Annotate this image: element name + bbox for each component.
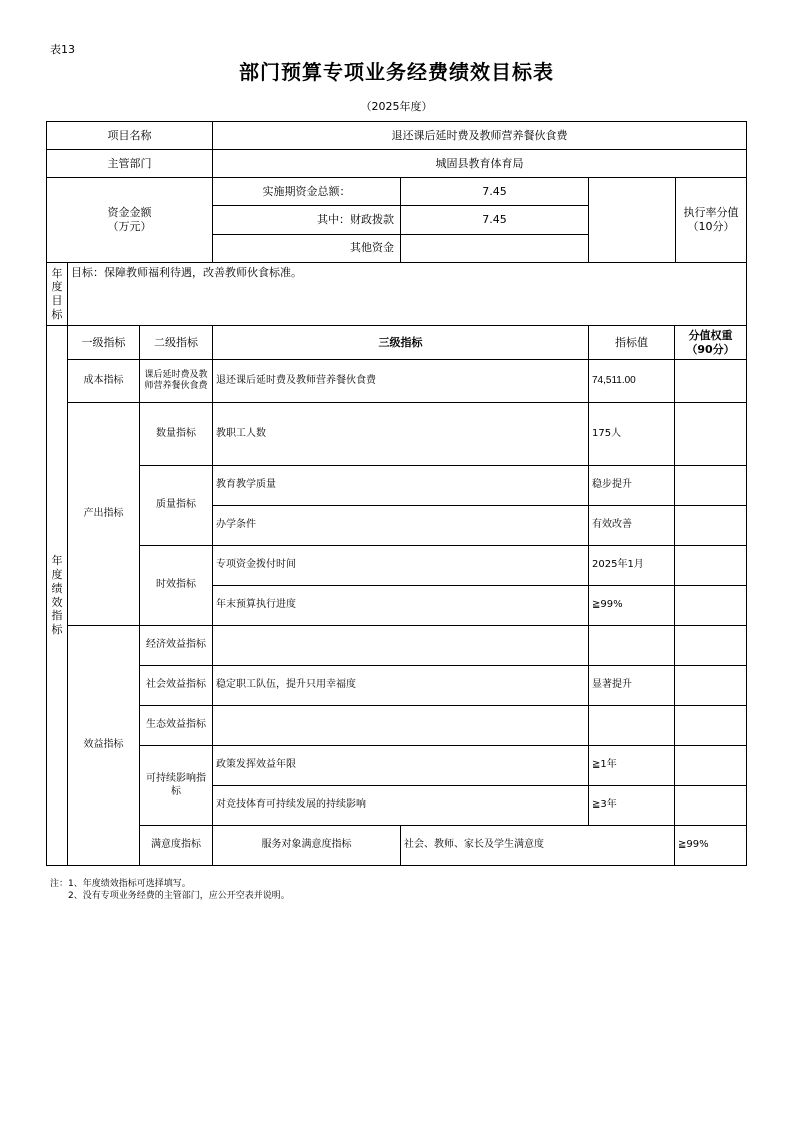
funds-label (47, 178, 213, 263)
economic-level3 (213, 626, 589, 666)
fiscal-funds-label: 其中：财政拨款 (213, 206, 401, 234)
quantity-level2: 数量指标 (140, 403, 213, 466)
timeliness-value: ≧99% (589, 586, 675, 626)
sustainable-level2: 可持续影响指标 (140, 746, 213, 826)
fiscal-funds-value: 7.45 (401, 206, 589, 234)
cost-level2: 课后延时费及教师营养餐伙食费 (140, 360, 213, 403)
annual-goal-text: 目标：保障教师福利待遇，改善教师伙食标准。 (68, 263, 747, 326)
ecological-value (589, 706, 675, 746)
cost-level3: 退还课后延时费及教师营养餐伙食费 (213, 360, 589, 403)
sustainable-weight (675, 786, 747, 826)
timeliness-level2: 时效指标 (140, 546, 213, 626)
other-funds-value (401, 234, 589, 262)
economic-weight (675, 626, 747, 666)
exec-rate-title: 执行率分值 (683, 206, 739, 220)
annual-goal-label: 年度目标 (47, 263, 68, 326)
footnote-1: 注：1、年度绩效指标可选择填写。 (50, 879, 191, 889)
header-weight-line2: （90分） (686, 342, 735, 356)
quantity-weight (675, 403, 747, 466)
social-value: 显著提升 (589, 666, 675, 706)
ecological-level2: 生态效益指标 (140, 706, 213, 746)
quality-level2: 质量指标 (140, 466, 213, 546)
quality-value: 稳步提升 (589, 466, 675, 506)
sustainable-level3: 政策发挥效益年限 (213, 746, 589, 786)
timeliness-level3: 年末预算执行进度 (213, 586, 589, 626)
funds-filler (589, 178, 747, 263)
funds-label-line2: （万元） (107, 220, 152, 233)
ecological-weight (675, 706, 747, 746)
footnote-2: 2、没有专项业务经费的主管部门，应公开空表并说明。 (50, 891, 290, 901)
timeliness-level3: 专项资金拨付时间 (213, 546, 589, 586)
header-value: 指标值 (589, 326, 675, 360)
cost-level1: 成本指标 (68, 360, 140, 403)
header-weight (675, 326, 747, 360)
quality-weight (675, 506, 747, 546)
footnotes (50, 878, 290, 902)
total-funds-value: 7.45 (401, 178, 589, 206)
sustainable-value: ≧3年 (589, 786, 675, 826)
economic-level2: 经济效益指标 (140, 626, 213, 666)
ecological-level3 (213, 706, 589, 746)
output-level1: 产出指标 (68, 403, 140, 626)
quantity-value: 175人 (589, 403, 675, 466)
sustainable-value: ≧1年 (589, 746, 675, 786)
total-funds-label: 实施期资金总额： (213, 178, 401, 206)
social-weight (675, 666, 747, 706)
benefit-level1: 效益指标 (68, 626, 140, 866)
project-name-label: 项目名称 (47, 122, 213, 150)
table-number: 表13 (50, 43, 75, 56)
timeliness-weight (675, 586, 747, 626)
cost-weight (675, 360, 747, 403)
quality-level3: 教育教学质量 (213, 466, 589, 506)
timeliness-value: 2025年1月 (589, 546, 675, 586)
dept-label: 主管部门 (47, 150, 213, 178)
cost-value: 74,511.00 (589, 360, 675, 403)
satisfaction-level2: 服务对象满意度指标 (213, 826, 401, 866)
social-level2: 社会效益指标 (140, 666, 213, 706)
header-weight-line1: 分值权重 (688, 328, 733, 342)
timeliness-weight (675, 546, 747, 586)
quantity-level3: 教职工人数 (213, 403, 589, 466)
satisfaction-level1: 满意度指标 (140, 826, 213, 866)
economic-value (589, 626, 675, 666)
exec-rate-score: （10分） (687, 220, 735, 233)
sustainable-level3: 对竞技体育可持续发展的持续影响 (213, 786, 589, 826)
header-level1: 一级指标 (68, 326, 140, 360)
fiscal-year: （2025年度） (360, 100, 433, 113)
funds-label-line1: 资金金额 (107, 206, 152, 220)
dept-value: 城固县教育体育局 (213, 150, 747, 178)
satisfaction-level3: 社会、教师、家长及学生满意度 (401, 826, 675, 866)
project-name-value: 退还课后延时费及教师营养餐伙食费 (213, 122, 747, 150)
indicators-side-label: 年度绩效指标 (47, 326, 68, 866)
sustainable-weight (675, 746, 747, 786)
social-level3: 稳定职工队伍，提升只用幸福度 (213, 666, 589, 706)
header-level2: 二级指标 (140, 326, 213, 360)
quality-value: 有效改善 (589, 506, 675, 546)
header-level3: 三级指标 (213, 326, 589, 360)
quality-weight (675, 466, 747, 506)
quality-level3: 办学条件 (213, 506, 589, 546)
performance-target-table (46, 121, 747, 866)
satisfaction-value: ≧99% (675, 826, 747, 866)
other-funds-label: 其他资金 (213, 234, 401, 262)
page-title: 部门预算专项业务经费绩效目标表 (239, 60, 554, 84)
